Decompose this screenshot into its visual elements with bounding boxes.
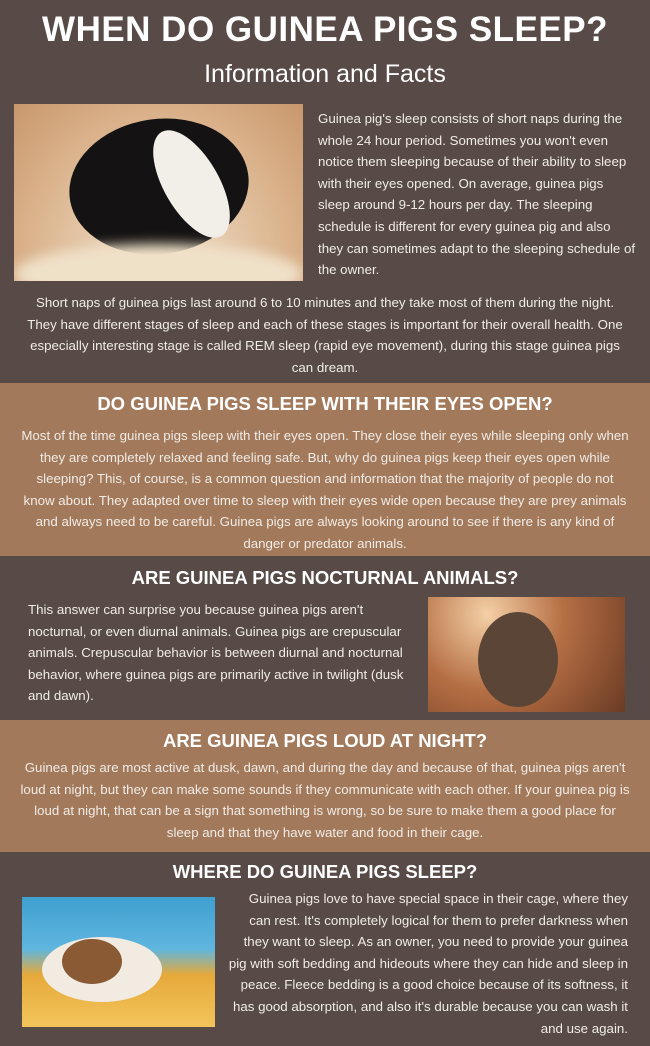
black-white-guinea-pig-photo [14, 104, 303, 281]
eyes-open-section [0, 383, 650, 556]
section-heading: DO GUINEA PIGS SLEEP WITH THEIR EYES OPEN? [97, 393, 553, 414]
page-title: WHEN DO GUINEA PIGS SLEEP? [42, 10, 608, 49]
page-subtitle: Information and Facts [204, 60, 446, 88]
section-heading: ARE GUINEA PIGS NOCTURNAL ANIMALS? [131, 567, 519, 588]
section-heading: WHERE DO GUINEA PIGS SLEEP? [172, 861, 478, 882]
section-body: Guinea pigs are most active at dusk, dawn, and during the day and because of that, guinea pigs aren't loud at night, but they can make some sounds if they communicate with each other. If your guinea pig is loud at night, that can be a sign that something is wrong, so be sure to make them a good place for sleep and that they have water and food in their cage. [20, 760, 630, 840]
guinea-pig-in-tunnel-photo [428, 597, 625, 712]
nocturnal-section [0, 556, 650, 720]
section-body: This answer can surprise you because guinea pigs aren't nocturnal, or even diurnal animals. Guinea pigs are crepuscular animals. Crepuscular behavior is between diurnal and nocturnal behavior, where guinea pigs are primarily active in twilight (dusk and dawn). [28, 602, 404, 704]
loud-at-night-section [0, 720, 650, 852]
section-body: Guinea pigs love to have special space in their cage, where they can rest. It's completely logical for them to prefer darkness when they want to sleep. As an owner, you need to provide your guinea pig with soft bedding and hideouts where they can hide and sleep in peace. Fleece bedding is a good choice because of its softness, it has good absorption, and also it's durable because you can wash it and use again. [228, 891, 628, 1036]
where-sleep-section [0, 852, 650, 1046]
intro-paragraph-2: Short naps of guinea pigs last around 6 to 10 minutes and they take most of them during the night. They have different stages of sleep and each of these stages is important for their overall health. One especially interesting stage is called REM sleep (rapid eye movement), during this stage guinea pigs can dream. [27, 295, 623, 375]
section-body: Most of the time guinea pigs sleep with their eyes open. They close their eyes while sleeping only when they are completely relaxed and feeling safe. But, why do guinea pigs keep their eyes open while sleeping? This, of course, is a common question and information that the majority of people do not know about. They adapted over time to sleep with their eyes wide open because they are prey animals and always need to be careful. Guinea pigs are always looking around to see if there is any kind of danger or predator animals. [21, 428, 629, 551]
intro-paragraph-1: Guinea pig's sleep consists of short naps during the whole 24 hour period. Sometimes you won't even notice them sleeping because of their ability to sleep with their eyes opened. On average, guinea pigs sleep around 9-12 hours per day. The sleeping schedule is different for every guinea pig and also they can sometimes adapt to the sleeping schedule of the owner. [318, 111, 636, 278]
intro-section [0, 0, 650, 383]
guinea-pig-on-blanket-photo [22, 897, 215, 1027]
section-heading: ARE GUINEA PIGS LOUD AT NIGHT? [162, 730, 488, 751]
